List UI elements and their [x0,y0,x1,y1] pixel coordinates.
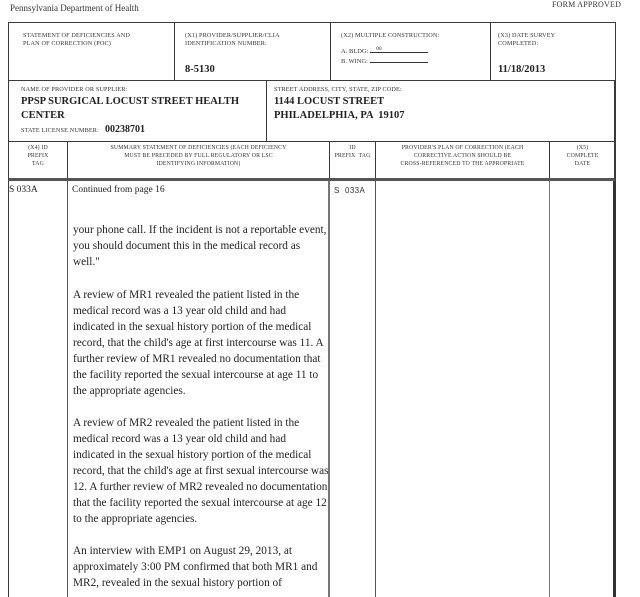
form-header-row [8,22,616,81]
header-prefix-tag [9,142,68,178]
body-id-prefix-col [330,181,376,597]
statement-label: STATEMENT OF DEFICIENCIES AND PLAN OF CORRECTION (POC) [23,32,131,47]
provider-id-value: 8-5130 [185,64,215,75]
column-header-row [8,142,616,181]
address-line1: 1144 LOCUST STREET [274,96,385,107]
date-survey-label: (X3) DATE SURVEY COMPLETED: [498,32,556,47]
multiple-construction-label: (X2) MULTIPLE CONSTRUCTION: [341,32,440,39]
summary-paragraph: your phone call. If the incident is not a reportable event, you should document this in the medical record as well." [73,224,327,268]
deficiency-body-row [8,181,616,597]
provider-id-cell [175,23,331,80]
header-prefix-tag-l2: PREFIX [27,152,49,159]
summary-paragraph: A review of MR2 revealed the patient listed in the medical record was a 13 year old child and had indicated in the sexual history portion of the medical record, that the child's age at first sexual intercourse was 12. A further review of MR2 revealed no documentation that the facility reported the sexual intercourse at age 12 to the appropriate agencies. [73,417,329,525]
prefix-tag-value: S 033A [9,185,38,195]
header-complete-date [550,142,615,178]
form-approved-label: FORM APPROVED [552,0,622,9]
state-license [21,119,145,137]
bldg-value: 00 [376,46,382,52]
provider-name-cell [9,80,267,141]
bldg-label: A. BLDG: [341,48,369,55]
bldg-field [341,46,490,56]
header-summary [68,142,330,178]
license-value: 00238701 [104,124,145,135]
statement-cell [9,23,175,80]
header-id-prefix-l1: ID [349,145,356,151]
license-label: STATE LICENSE NUMBER: [21,127,99,134]
provider-name-label: NAME OF PROVIDER OR SUPPLIER: [21,86,128,93]
header-summary-l2: MUST BE PRECEDED BY FULL REGULATORY OR LSC [124,152,273,159]
provider-address-cell [267,80,615,141]
header-plan-l1: PROVIDER'S PLAN OF CORRECTION (EACH [401,145,524,151]
provider-name-line2: CENTER [21,110,65,121]
wing-label: B. WING: [341,58,368,65]
provider-name-line1: PPSP SURGICAL LOCUST STREET HEALTH [21,96,240,107]
header-summary-l3: IDENTIFYING INFORMATION) [156,160,241,167]
body-plan-col [376,181,550,597]
header-plan-of-correction [376,142,550,178]
id-prefix-tag-value: S 033A [334,186,366,195]
date-survey-cell [491,23,617,80]
body-prefix-tag-col [9,181,68,597]
body-complete-date-col [550,181,615,597]
header-summary-l1: SUMMARY STATEMENT OF DEFICIENCIES (EACH DEFICIENCY [110,145,287,151]
header-id-prefix-l2: PREFIX TAG [334,152,371,159]
multiple-construction-cell [331,23,491,80]
header-plan-l2: CORRECTIVE ACTION SHOULD BE [413,152,512,159]
wing-field [341,56,490,66]
summary-paragraph: A review of MR1 revealed the patient listed in the medical record was a 13 year old child and had indicated in the sexual history portion of the medical record, that the child's age at first intercourse was 11. A further review of MR1 revealed no documentation that the facility reported the sexual intercourse at age 11 to the appropriate agencies. [73,289,324,397]
header-id-prefix [330,142,376,178]
provider-id-label: (X1) PROVIDER/SUPPLIER/CLIA IDENTIFICATION NUMBER: [185,32,280,47]
header-complete-l2: COMPLETE [566,152,599,159]
agency-name: Pennsylvania Department of Health [10,3,139,13]
summary-paragraph: An interview with EMP1 on August 29, 2013, at approximately 3:00 PM confirmed that both MR1 and MR2, revealed in the sexual history portion of [73,545,318,589]
date-survey-value: 11/18/2013 [498,64,546,75]
address-line2: PHILADELPHIA, PA 19107 [274,110,405,121]
continued-note: Continued from page 16 [72,185,165,195]
header-prefix-tag-l3: TAG [32,160,44,167]
address-label: STREET ADDRESS, CITY, STATE, ZIP CODE: [274,86,402,93]
body-summary-col [68,181,330,597]
header-plan-l3: CROSS-REFERENCED TO THE APPROPRIATE [400,160,525,167]
header-complete-l1: (X5) [576,145,589,151]
header-prefix-tag-l1: (X4) ID [28,145,48,151]
provider-row [8,80,616,142]
header-complete-l3: DATE [574,160,591,167]
